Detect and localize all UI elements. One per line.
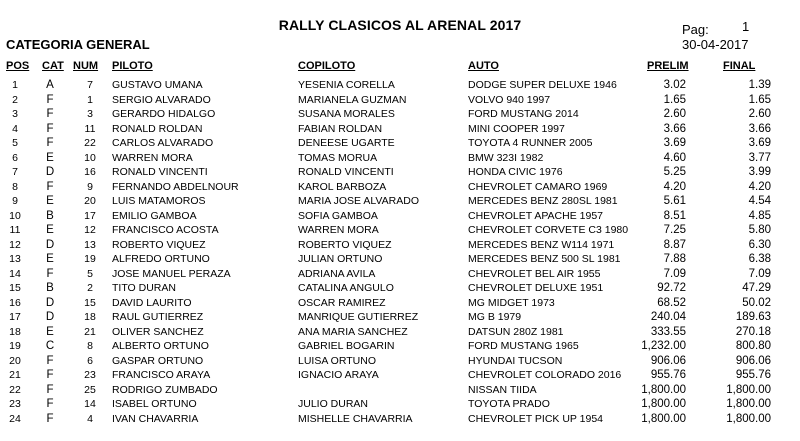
report-date: 30-04-2017 [682, 37, 749, 52]
cell-pos: 17 [9, 311, 21, 323]
cell-pos: 20 [9, 354, 21, 367]
table-row [0, 165, 800, 180]
cell-auto: MG MIDGET 1973 [468, 296, 555, 309]
cell-final: 2.60 [748, 108, 771, 120]
cell-copiloto: ROBERTO VIQUEZ [298, 238, 392, 251]
cell-cat: B [46, 282, 54, 294]
cell-piloto: SERGIO ALVARADO [112, 93, 211, 106]
cell-final: 3.99 [748, 166, 771, 178]
table-row [0, 223, 800, 238]
cell-prelim: 1,800.00 [641, 412, 686, 425]
cell-final: 3.69 [748, 137, 771, 149]
cell-num: 22 [84, 137, 96, 149]
cell-final: 1,800.00 [726, 383, 771, 396]
cell-auto: CHEVROLET DELUXE 1951 [468, 282, 604, 294]
table-row [0, 194, 800, 209]
cell-prelim: 3.02 [663, 79, 686, 91]
cell-copiloto: MARIA JOSE ALVARADO [298, 195, 419, 207]
cell-pos: 7 [12, 166, 18, 178]
cell-pos: 9 [12, 195, 18, 207]
table-row [0, 180, 800, 195]
cell-copiloto: MANRIQUE GUTIERREZ [298, 311, 419, 323]
cell-cat: E [46, 325, 54, 338]
cell-prelim: 8.87 [663, 238, 686, 251]
cell-num: 15 [84, 296, 96, 309]
cell-final: 4.20 [748, 180, 771, 193]
cell-copiloto: IGNACIO ARAYA [298, 369, 379, 381]
cell-copiloto: JULIAN ORTUNO [298, 253, 383, 265]
cell-cat: E [46, 151, 54, 164]
cell-num: 9 [87, 180, 93, 193]
cell-auto: HONDA CIVIC 1976 [468, 166, 563, 178]
cell-copiloto: OSCAR RAMIREZ [298, 296, 386, 309]
cell-prelim: 7.25 [663, 224, 686, 236]
cell-piloto: GERARDO HIDALGO [112, 108, 216, 120]
cell-piloto: GASPAR ORTUNO [112, 354, 204, 367]
cell-num: 17 [84, 209, 96, 222]
page-number: 1 [742, 19, 750, 34]
cell-auto: MG B 1979 [468, 311, 522, 323]
cell-copiloto: YESENIA CORELLA [298, 79, 395, 91]
cell-num: 6 [87, 354, 93, 367]
cell-num: 2 [87, 282, 93, 294]
table-row [0, 339, 800, 354]
cell-prelim: 8.51 [663, 209, 686, 222]
cell-auto: BMW 323I 1982 [468, 151, 544, 164]
cell-auto: CHEVROLET BEL AIR 1955 [468, 267, 601, 280]
cell-copiloto: GABRIEL BOGARIN [298, 340, 395, 352]
cell-auto: VOLVO 940 1997 [468, 93, 551, 106]
cell-piloto: JOSE MANUEL PERAZA [112, 267, 231, 280]
cell-num: 3 [87, 108, 93, 120]
cell-pos: 4 [12, 122, 18, 135]
cell-piloto: TITO DURAN [112, 282, 176, 294]
cell-piloto: ISABEL ORTUNO [112, 398, 197, 410]
cell-final: 906.06 [735, 354, 771, 367]
cell-auto: CHEVROLET APACHE 1957 [468, 209, 604, 222]
cell-pos: 5 [12, 137, 18, 149]
cell-copiloto: KAROL BARBOZA [298, 180, 387, 193]
cell-piloto: ALBERTO ORTUNO [112, 340, 209, 352]
cell-final: 3.66 [748, 122, 771, 135]
cell-copiloto: WARREN MORA [298, 224, 379, 236]
category-title: CATEGORIA GENERAL [6, 37, 150, 52]
cell-num: 8 [87, 340, 93, 352]
cell-num: 13 [84, 238, 96, 251]
cell-copiloto: SOFIA GAMBOA [298, 209, 378, 222]
cell-pos: 2 [12, 93, 18, 106]
cell-prelim: 3.66 [663, 122, 686, 135]
cell-pos: 8 [12, 180, 18, 193]
cell-pos: 11 [9, 224, 21, 236]
cell-piloto: ALFREDO ORTUNO [112, 253, 210, 265]
cell-prelim: 906.06 [650, 354, 686, 367]
cell-piloto: LUIS MATAMOROS [112, 195, 206, 207]
table-row [0, 136, 800, 151]
cell-auto: DATSUN 280Z 1981 [468, 325, 564, 338]
cell-num: 18 [84, 311, 96, 323]
cell-piloto: RONALD VINCENTI [112, 166, 208, 178]
cell-pos: 6 [12, 151, 18, 164]
cell-final: 47.29 [742, 282, 771, 294]
cell-cat: B [46, 209, 54, 222]
cell-auto: DODGE SUPER DELUXE 1946 [468, 79, 617, 91]
cell-num: 11 [84, 122, 96, 135]
cell-pos: 12 [9, 238, 21, 251]
cell-cat: D [45, 296, 55, 309]
table-row [0, 252, 800, 267]
cell-pos: 15 [9, 282, 21, 294]
column-header-prelim: PRELIM [647, 60, 689, 72]
cell-final: 800.80 [735, 340, 771, 352]
column-header-final: FINAL [723, 60, 756, 72]
cell-piloto: DAVID LAURITO [112, 296, 192, 309]
cell-final: 270.18 [735, 325, 771, 338]
cell-cat: D [45, 311, 55, 323]
cell-auto: HYUNDAI TUCSON [468, 354, 563, 367]
cell-cat: F [46, 369, 54, 381]
cell-cat: D [45, 166, 55, 178]
cell-copiloto: FABIAN ROLDAN [298, 122, 383, 135]
cell-copiloto: MARIANELA GUZMAN [298, 93, 407, 106]
cell-final: 1,800.00 [726, 398, 771, 410]
cell-piloto: IVAN CHAVARRIA [112, 412, 199, 425]
cell-pos: 23 [9, 398, 21, 410]
cell-copiloto: RONALD VINCENTI [298, 166, 394, 178]
table-row [0, 238, 800, 253]
cell-num: 21 [84, 325, 96, 338]
cell-copiloto: LUISA ORTUNO [298, 354, 376, 367]
cell-auto: FORD MUSTANG 2014 [468, 108, 579, 120]
cell-pos: 21 [9, 369, 21, 381]
cell-final: 4.85 [748, 209, 771, 222]
cell-cat: E [46, 224, 54, 236]
cell-final: 6.30 [748, 238, 771, 251]
cell-prelim: 68.52 [657, 296, 686, 309]
cell-auto: CHEVROLET CAMARO 1969 [468, 180, 608, 193]
cell-auto: MERCEDES BENZ 280SL 1981 [468, 195, 618, 207]
cell-piloto: FRANCISCO ACOSTA [112, 224, 219, 236]
cell-pos: 14 [9, 267, 21, 280]
table-row [0, 383, 800, 398]
cell-pos: 19 [9, 340, 21, 352]
cell-piloto: CARLOS ALVARADO [112, 137, 214, 149]
table-row [0, 209, 800, 224]
cell-prelim: 92.72 [657, 282, 686, 294]
table-row [0, 296, 800, 311]
cell-pos: 1 [12, 79, 18, 91]
cell-num: 12 [84, 224, 96, 236]
cell-auto: CHEVROLET COLORADO 2016 [468, 369, 622, 381]
cell-piloto: ROBERTO VIQUEZ [112, 238, 206, 251]
cell-pos: 16 [9, 296, 21, 309]
cell-final: 6.38 [748, 253, 771, 265]
cell-auto: NISSAN TIIDA [468, 383, 537, 396]
cell-final: 1.39 [748, 79, 771, 91]
cell-pos: 13 [9, 253, 21, 265]
cell-copiloto: MISHELLE CHAVARRIA [298, 412, 413, 425]
cell-cat: F [46, 137, 54, 149]
cell-num: 5 [87, 267, 93, 280]
cell-cat: F [46, 354, 54, 367]
cell-final: 50.02 [742, 296, 771, 309]
column-header-piloto: PILOTO [112, 60, 153, 72]
table-row [0, 93, 800, 108]
cell-num: 14 [84, 398, 96, 410]
cell-copiloto: ANA MARIA SANCHEZ [298, 325, 408, 338]
cell-piloto: RONALD ROLDAN [112, 122, 203, 135]
cell-piloto: WARREN MORA [112, 151, 193, 164]
column-header-cat: CAT [42, 60, 64, 72]
cell-auto: MERCEDES BENZ 500 SL 1981 [468, 253, 621, 265]
cell-prelim: 1,800.00 [641, 383, 686, 396]
table-row [0, 412, 800, 427]
table-row [0, 310, 800, 325]
cell-auto: CHEVROLET PICK UP 1954 [468, 412, 604, 425]
cell-final: 189.63 [735, 311, 771, 323]
cell-piloto: GUSTAVO UMANA [112, 79, 203, 91]
cell-piloto: FRANCISCO ARAYA [112, 369, 211, 381]
cell-cat: F [46, 180, 54, 193]
column-header-num: NUM [73, 60, 99, 72]
cell-num: 20 [84, 195, 96, 207]
cell-cat: F [46, 398, 54, 410]
cell-prelim: 5.25 [663, 166, 686, 178]
cell-final: 7.09 [748, 267, 771, 280]
cell-prelim: 7.09 [663, 267, 686, 280]
cell-final: 3.77 [748, 151, 771, 164]
cell-cat: F [46, 383, 54, 396]
cell-auto: TOYOTA PRADO [468, 398, 550, 410]
cell-prelim: 240.04 [650, 311, 686, 323]
cell-copiloto: JULIO DURAN [298, 398, 369, 410]
column-header-auto: AUTO [468, 60, 499, 72]
cell-prelim: 5.61 [663, 195, 686, 207]
cell-cat: C [45, 340, 55, 352]
cell-num: 4 [87, 412, 93, 425]
cell-prelim: 4.20 [663, 180, 686, 193]
cell-piloto: RODRIGO ZUMBADO [112, 383, 218, 396]
cell-copiloto: CATALINA ANGULO [298, 282, 394, 294]
cell-copiloto: DENEESE UGARTE [298, 137, 395, 149]
cell-piloto: RAUL GUTIERREZ [112, 311, 204, 323]
cell-auto: TOYOTA 4 RUNNER 2005 [468, 137, 593, 149]
table-row [0, 281, 800, 296]
cell-final: 1.65 [748, 93, 771, 106]
cell-num: 1 [87, 93, 93, 106]
cell-prelim: 4.60 [663, 151, 686, 164]
table-row [0, 107, 800, 122]
cell-cat: F [46, 267, 54, 280]
cell-auto: MERCEDES BENZ W114 1971 [468, 238, 615, 251]
cell-num: 7 [87, 79, 93, 91]
cell-cat: F [46, 93, 54, 106]
cell-piloto: FERNANDO ABDELNOUR [112, 180, 239, 193]
cell-prelim: 3.69 [663, 137, 686, 149]
cell-copiloto: ADRIANA AVILA [298, 267, 376, 280]
cell-prelim: 7.88 [663, 253, 686, 265]
cell-num: 10 [84, 151, 96, 164]
cell-pos: 22 [9, 383, 21, 396]
page-label: Pag: [682, 22, 709, 37]
cell-cat: E [46, 195, 54, 207]
cell-copiloto: TOMAS MORUA [298, 151, 378, 164]
table-row [0, 78, 800, 93]
cell-prelim: 1,232.00 [641, 340, 686, 352]
table-row [0, 354, 800, 369]
cell-pos: 10 [9, 209, 21, 222]
table-row [0, 368, 800, 383]
cell-final: 955.76 [735, 369, 771, 381]
cell-prelim: 1.65 [663, 93, 686, 106]
cell-prelim: 1,800.00 [641, 398, 686, 410]
cell-cat: F [46, 108, 54, 120]
table-row [0, 325, 800, 340]
cell-pos: 24 [9, 412, 21, 425]
report-title: RALLY CLASICOS AL ARENAL 2017 [278, 17, 522, 33]
cell-piloto: EMILIO GAMBOA [112, 209, 197, 222]
column-header-copiloto: COPILOTO [298, 60, 356, 72]
results-table [0, 78, 800, 426]
cell-num: 25 [84, 383, 96, 396]
cell-auto: FORD MUSTANG 1965 [468, 340, 579, 352]
cell-num: 19 [84, 253, 96, 265]
cell-pos: 18 [9, 325, 21, 338]
cell-piloto: OLIVER SANCHEZ [112, 325, 204, 338]
table-row [0, 267, 800, 282]
cell-final: 5.80 [748, 224, 771, 236]
table-row [0, 122, 800, 137]
cell-pos: 3 [12, 108, 18, 120]
cell-prelim: 955.76 [650, 369, 686, 381]
cell-final: 1,800.00 [726, 412, 771, 425]
cell-prelim: 2.60 [663, 108, 686, 120]
cell-auto: CHEVROLET CORVETE C3 1980 [468, 224, 629, 236]
table-row [0, 397, 800, 412]
cell-cat: D [45, 238, 55, 251]
cell-num: 16 [84, 166, 96, 178]
cell-prelim: 333.55 [650, 325, 686, 338]
cell-cat: A [46, 79, 54, 91]
column-header-pos: POS [6, 60, 30, 72]
cell-copiloto: SUSANA MORALES [298, 108, 395, 120]
cell-auto: MINI COOPER 1997 [468, 122, 565, 135]
cell-num: 23 [84, 369, 96, 381]
cell-cat: F [46, 122, 54, 135]
cell-cat: E [46, 253, 54, 265]
table-row [0, 151, 800, 166]
cell-final: 4.54 [748, 195, 771, 207]
cell-cat: F [46, 412, 54, 425]
